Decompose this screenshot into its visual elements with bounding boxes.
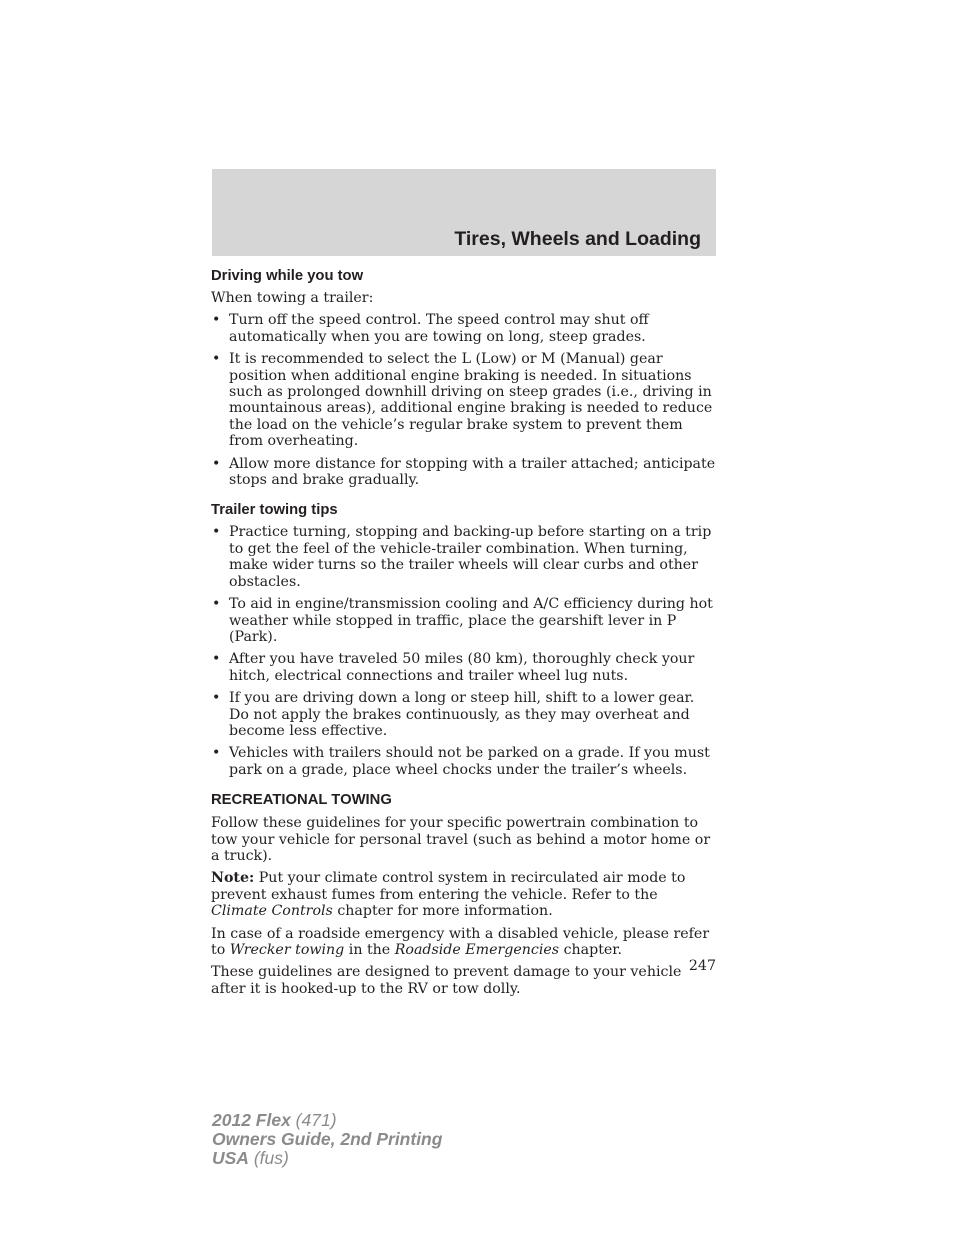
list-item: • Turn off the speed control. The speed control may shut off automatically when you are towing on long, steep grades. bbox=[211, 312, 716, 345]
chapter-title: Tires, Wheels and Loading bbox=[454, 228, 701, 250]
paragraph-intro: When towing a trailer: bbox=[211, 290, 374, 306]
roadside-text-mid: in the bbox=[344, 942, 395, 958]
note-label: Note: bbox=[211, 870, 255, 887]
list-item: • It is recommended to select the L (Low) or M (Manual) gear position when additional engine braking is needed. In situations such as prolonged downhill driving on steep grades (i.e., driving in mountainous areas), additional engine braking is needed to reduce the load on the vehicle’s regular brake system to prevent them from overheating. bbox=[211, 351, 716, 449]
cross-reference-wrecker-towing: Wrecker towing bbox=[229, 942, 345, 958]
list-item: • If you are driving down a long or steep hill, shift to a lower gear. Do not apply the brakes continuously, as they may overheat and become less effective. bbox=[211, 690, 716, 739]
list-item: • Allow more distance for stopping with a trailer attached; anticipate stops and brake gradually. bbox=[211, 456, 716, 489]
section-heading-recreational: RECREATIONAL TOWING bbox=[211, 792, 392, 809]
paragraph-note bbox=[211, 870, 716, 919]
page-number: 247 bbox=[688, 958, 716, 974]
footer-line-model: 2012 Flex (471) bbox=[212, 1110, 337, 1130]
list-item: • Practice turning, stopping and backing-up before starting on a trip to get the feel of the vehicle-trailer combination. When turning, make wider turns so the trailer wheels will clear curbs and other obstacles. bbox=[211, 524, 716, 590]
page-content bbox=[211, 268, 716, 1003]
roadside-text: In case of a roadside emergency with a disabled vehicle, please refer to bbox=[211, 925, 710, 958]
list-item: • After you have traveled 50 miles (80 km), thoroughly check your hitch, electrical connections and trailer wheel lug nuts. bbox=[211, 651, 716, 684]
cross-reference-roadside-emergencies: Roadside Emergencies bbox=[394, 942, 560, 958]
section-heading-tips: Trailer towing tips bbox=[211, 502, 338, 519]
bullet-list-tips bbox=[211, 524, 716, 778]
list-item: • Vehicles with trailers should not be parked on a grade. If you must park on a grade, place wheel chocks under the trailer’s wheels. bbox=[211, 745, 716, 778]
note-text: Put your climate control system in recirculated air mode to prevent exhaust fumes from entering the vehicle. Refer to the bbox=[211, 870, 686, 903]
footer-line-region: USA (fus) bbox=[212, 1148, 289, 1168]
paragraph-guidelines: Follow these guidelines for your specific powertrain combination to tow your vehicle for personal travel (such as behind a motor home or a truck). bbox=[211, 815, 711, 864]
paragraph-roadside bbox=[211, 926, 716, 959]
list-item: • To aid in engine/transmission cooling and A/C efficiency during hot weather while stopped in traffic, place the gearshift lever in P (Park). bbox=[211, 596, 716, 645]
roadside-text-end: chapter. bbox=[559, 942, 623, 958]
cross-reference-climate-controls: Climate Controls bbox=[211, 903, 333, 920]
paragraph-damage: These guidelines are designed to prevent damage to your vehicle after it is hooked-up to the RV or tow dolly. bbox=[211, 964, 682, 997]
note-text-end: chapter for more information. bbox=[332, 903, 553, 920]
bullet-list-driving bbox=[211, 312, 716, 488]
chapter-header-band bbox=[212, 169, 716, 256]
section-heading-driving: Driving while you tow bbox=[211, 268, 364, 284]
footer-line-guide: Owners Guide, 2nd Printing bbox=[212, 1129, 443, 1149]
document-footer bbox=[212, 1111, 442, 1168]
